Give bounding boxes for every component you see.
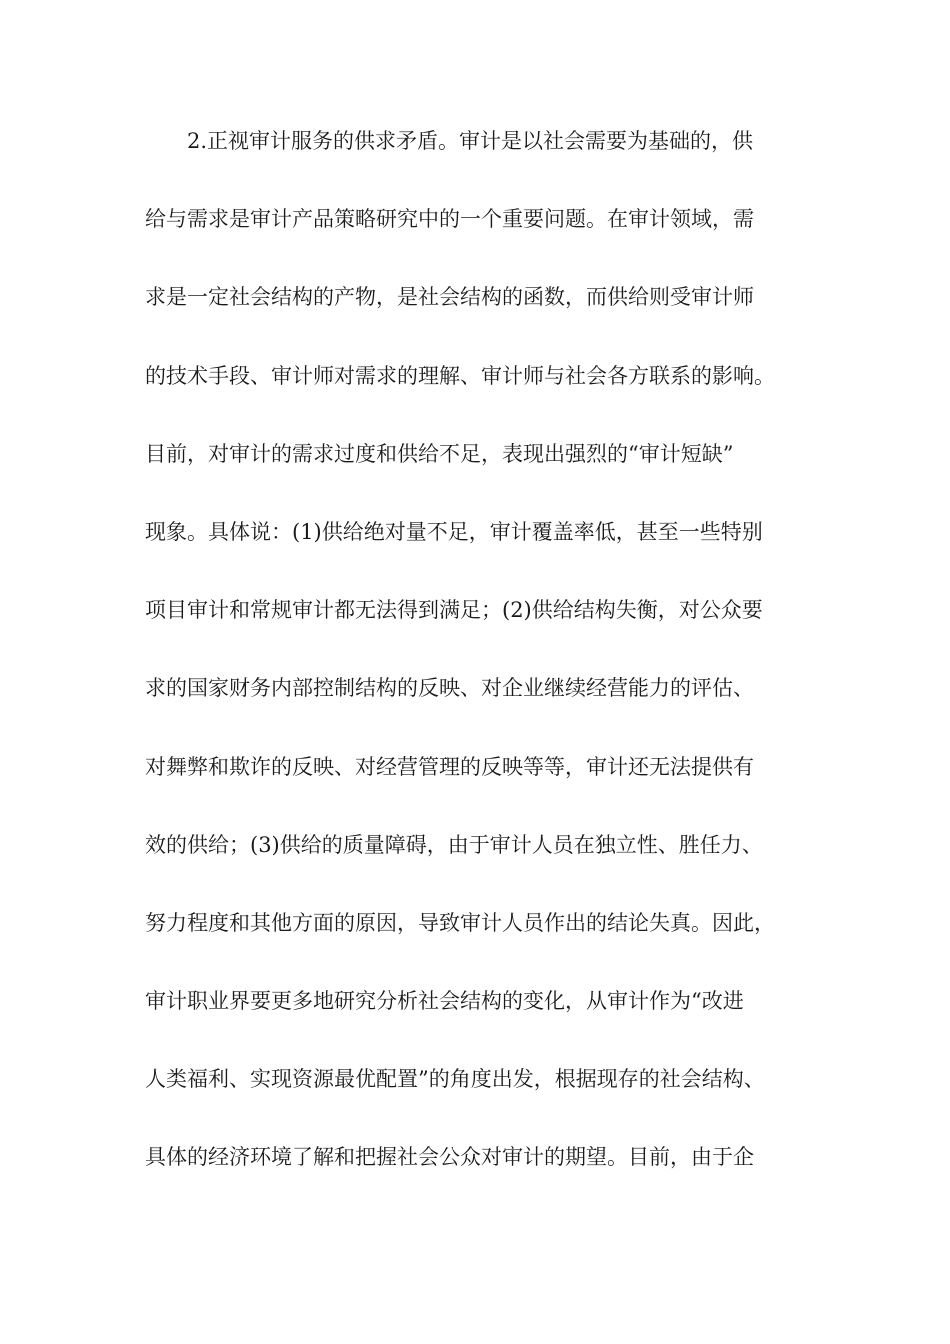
- text-line: 求的国家财务内部控制结构的反映、对企业继续经营能力的评估、: [145, 676, 754, 701]
- text-line: 现象。具体说：(1)供给绝对量不足，审计覆盖率低，甚至一些特别: [145, 519, 763, 544]
- text-line: 给与需求是审计产品策略研究中的一个重要问题。在审计领域，需: [145, 207, 754, 232]
- text-line: 2.正视审计服务的供求矛盾。审计是以社会需要为基础的，供: [187, 129, 754, 153]
- body-paragraph: [145, 128, 825, 1170]
- text-line: 审计职业界要更多地研究分析社会结构的变化，从审计作为“改进: [145, 989, 744, 1014]
- text-line: 求是一定社会结构的产物，是社会结构的函数，而供给则受审计师: [145, 285, 754, 310]
- text-line: 人类福利、实现资源最优配置”的角度出发，根据现存的社会结构、: [145, 1067, 765, 1092]
- text-line: 对舞弊和欺诈的反映、对经营管理的反映等等，审计还无法提供有: [145, 754, 754, 779]
- text-line: 努力程度和其他方面的原因，导致审计人员作出的结论失真。因此，: [145, 910, 775, 935]
- text-line: 效的供给；(3)供给的质量障碍，由于审计人员在独立性、胜任力、: [145, 832, 763, 857]
- text-line: 目前，对审计的需求过度和供给不足，表现出强烈的“审计短缺”: [145, 441, 734, 466]
- text-line: 的技术手段、审计师对需求的理解、审计师与社会各方联系的影响。: [145, 363, 775, 388]
- text-line: 项目审计和常规审计都无法得到满足；(2)供给结构失衡，对公众要: [145, 598, 763, 623]
- text-line: 具体的经济环境了解和把握社会公众对审计的期望。目前，由于企: [145, 1145, 754, 1170]
